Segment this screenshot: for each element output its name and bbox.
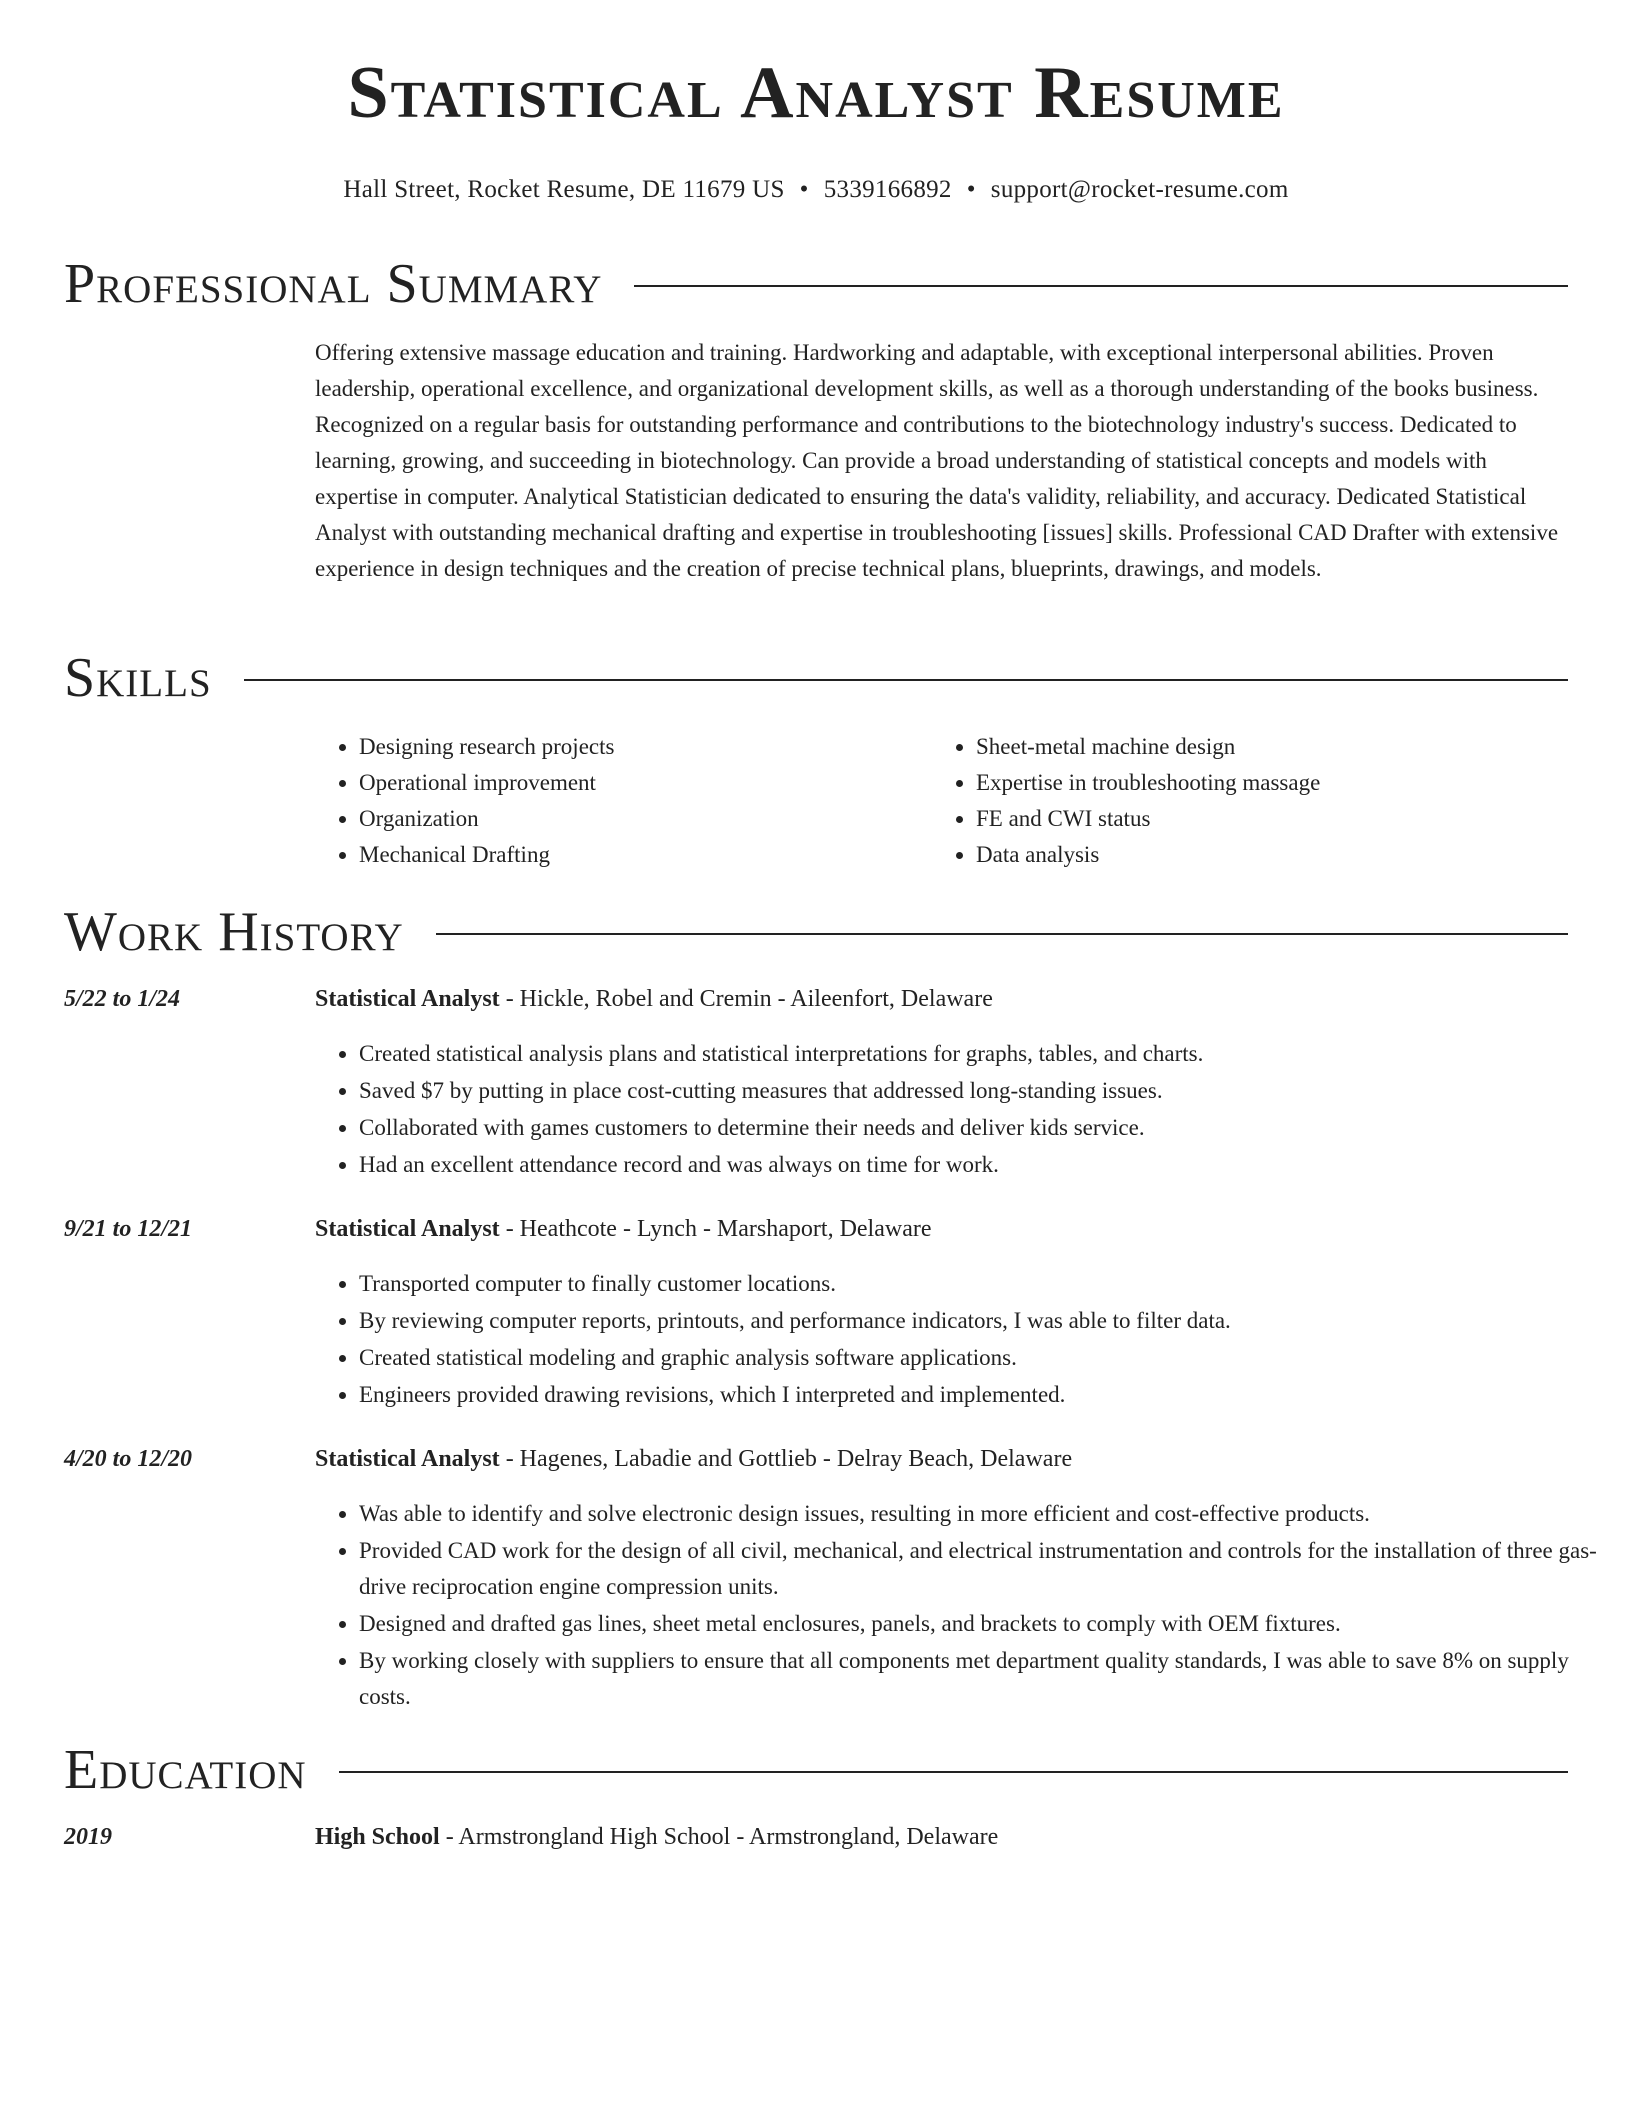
education-degree: High School	[315, 1824, 440, 1850]
resume-title: Statistical Analyst Resume	[347, 52, 1285, 134]
contact-phone: 5339166892	[823, 176, 952, 203]
contact-email: support@rocket-resume.com	[990, 176, 1289, 203]
contact-line	[64, 176, 1568, 204]
job-title: Statistical Analyst	[315, 1446, 500, 1472]
education-date: 2019	[64, 1824, 112, 1850]
summary-section-header	[64, 253, 1568, 315]
contact-separator: •	[966, 176, 976, 203]
skills-column-right	[932, 729, 1549, 873]
skill-item: • Organization	[359, 801, 932, 837]
job-bullet: • Was able to identify and solve electronic design issues, resulting in more efficient and cost-effective products.	[359, 1496, 1612, 1532]
skills-heading: Skills	[64, 647, 212, 709]
job-bullet: • Created statistical modeling and graphic analysis software applications.	[359, 1340, 1612, 1376]
job-bullets	[315, 1496, 1612, 1716]
job-employer: - Heathcote - Lynch - Marshaport, Delaware	[499, 1216, 932, 1242]
job-bullet: • Engineers provided drawing revisions, which I interpreted and implemented.	[359, 1377, 1612, 1413]
education-heading-line	[315, 1824, 998, 1851]
skill-item: • Designing research projects	[359, 729, 932, 765]
job-bullet: • Saved $7 by putting in place cost-cutting measures that addressed long-standing issues.	[359, 1073, 1612, 1109]
job-bullet: • Had an excellent attendance record and was always on time for work.	[359, 1147, 1612, 1183]
skill-item: • Operational improvement	[359, 765, 932, 801]
work-heading: Work History	[64, 901, 404, 963]
work-section-header	[64, 901, 1568, 963]
contact-address: Hall Street, Rocket Resume, DE 11679 US	[343, 176, 785, 203]
job-bullet: • Transported computer to finally customer locations.	[359, 1266, 1612, 1302]
contact-separator: •	[799, 176, 809, 203]
job-dates: 9/21 to 12/21	[64, 1216, 193, 1242]
job-bullet: • Collaborated with games customers to determine their needs and deliver kids service.	[359, 1110, 1612, 1146]
job-title: Statistical Analyst	[315, 1216, 500, 1242]
skills-list	[315, 729, 1568, 873]
skill-item: • FE and CWI status	[976, 801, 1549, 837]
job-employer: - Hickle, Robel and Cremin - Aileenfort, Delaware	[499, 986, 993, 1012]
section-divider	[436, 933, 1568, 935]
job-bullet: • Provided CAD work for the design of all civil, mechanical, and electrical instrumentation and controls for the installation of three gas-drive reciprocation engine compression units.	[359, 1533, 1612, 1605]
section-divider	[634, 285, 1568, 287]
job-bullet: • By working closely with suppliers to ensure that all components met department quality standards, I was able to save 8% on supply costs.	[359, 1643, 1612, 1715]
job-title: Statistical Analyst	[315, 986, 500, 1012]
job-heading	[315, 986, 993, 1013]
job-dates: 4/20 to 12/20	[64, 1446, 193, 1472]
job-heading	[315, 1446, 1072, 1473]
education-school: - Armstrongland High School - Armstrongland, Delaware	[439, 1824, 999, 1850]
skill-item: • Data analysis	[976, 837, 1549, 873]
job-heading	[315, 1216, 932, 1243]
skills-section-header	[64, 647, 1568, 709]
section-divider	[339, 1771, 1568, 1773]
job-bullets	[315, 1036, 1612, 1184]
skill-item: • Sheet-metal machine design	[976, 729, 1549, 765]
job-bullet: • Created statistical analysis plans and statistical interpretations for graphs, tables, and charts.	[359, 1036, 1612, 1072]
job-bullets	[315, 1266, 1612, 1414]
summary-text: Offering extensive massage education and training. Hardworking and adaptable, with exceptional interpersonal abilities. Proven leadership, operational excellence, and organizational development skills, as well as a thorough understanding of the books business. Recognized on a regular basis for outstanding performance and contributions to the biotechnology industry's success. Dedicated to learning, growing, and succeeding in biotechnology. Can provide a broad understanding of statistical concepts and models with expertise in computer. Analytical Statistician dedicated to ensuring the data's validity, reliability, and accuracy. Dedicated Statistical Analyst with outstanding mechanical drafting and expertise in troubleshooting [issues] skills. Professional CAD Drafter with extensive experience in design techniques and the creation of precise technical plans, blueprints, drawings, and models.	[315, 340, 1559, 581]
skill-item: • Mechanical Drafting	[359, 837, 932, 873]
skill-item: • Expertise in troubleshooting massage	[976, 765, 1549, 801]
job-employer: - Hagenes, Labadie and Gottlieb - Delray Beach, Delaware	[499, 1446, 1073, 1472]
summary-body	[315, 335, 1568, 587]
education-heading: Education	[64, 1739, 307, 1801]
job-bullet: • By reviewing computer reports, printouts, and performance indicators, I was able to filter data.	[359, 1303, 1612, 1339]
job-bullet: • Designed and drafted gas lines, sheet metal enclosures, panels, and brackets to comply with OEM fixtures.	[359, 1606, 1612, 1642]
job-dates: 5/22 to 1/24	[64, 986, 181, 1012]
education-section-header	[64, 1739, 1568, 1801]
summary-heading: Professional Summary	[64, 253, 603, 315]
section-divider	[244, 679, 1568, 681]
skills-column-left	[315, 729, 932, 873]
